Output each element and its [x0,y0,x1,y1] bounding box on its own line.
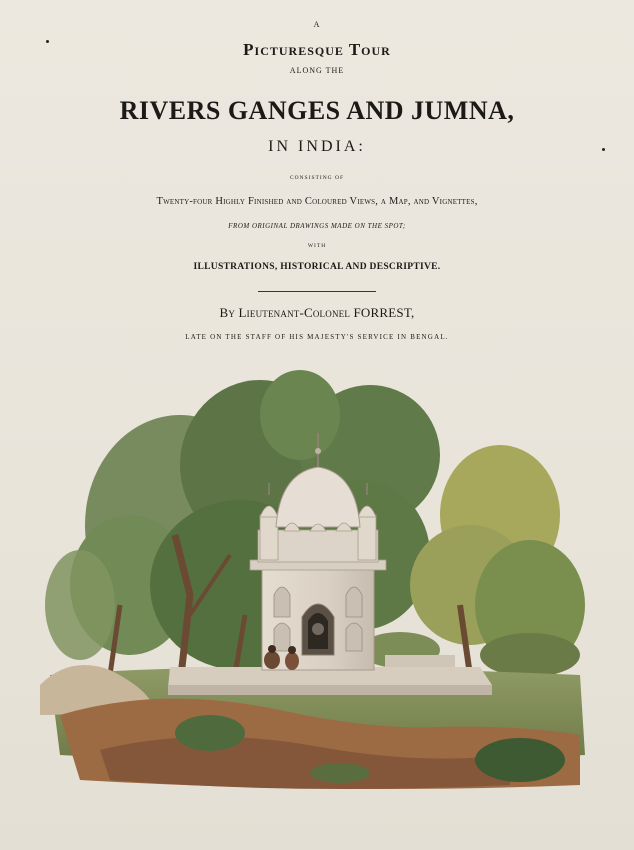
author-affiliation: LATE ON THE STAFF OF HIS MAJESTY'S SERVICE IN BENGAL. [185,333,449,341]
consisting-of: CONSISTING OF [289,175,345,181]
title-along-the: ALONG THE [289,66,345,75]
with-word: WITH [307,243,327,249]
illustrations-line: ILLUSTRATIONS, HISTORICAL AND DESCRIPTIVE. [193,262,441,272]
from-original-drawings: FROM ORIGINAL DRAWINGS MADE ON THE SPOT; [228,222,406,230]
contents-description: Twenty-four Highly Finished and Coloured Views, a Map, and Vignettes, [156,196,478,207]
tomb-vignette [40,355,600,800]
author-line: By Lieutenant-Colonel FORREST, [219,305,415,320]
ink-speck [46,40,49,43]
article-a: A [313,20,321,29]
shrub [480,633,580,677]
title-in-india: IN INDIA: [268,138,366,155]
ink-speck [602,148,605,151]
divider-rule [258,291,376,292]
title-picturesque-tour: Picturesque Tour [243,40,391,59]
title-rivers: RIVERS GANGES AND JUMNA, [119,96,515,125]
